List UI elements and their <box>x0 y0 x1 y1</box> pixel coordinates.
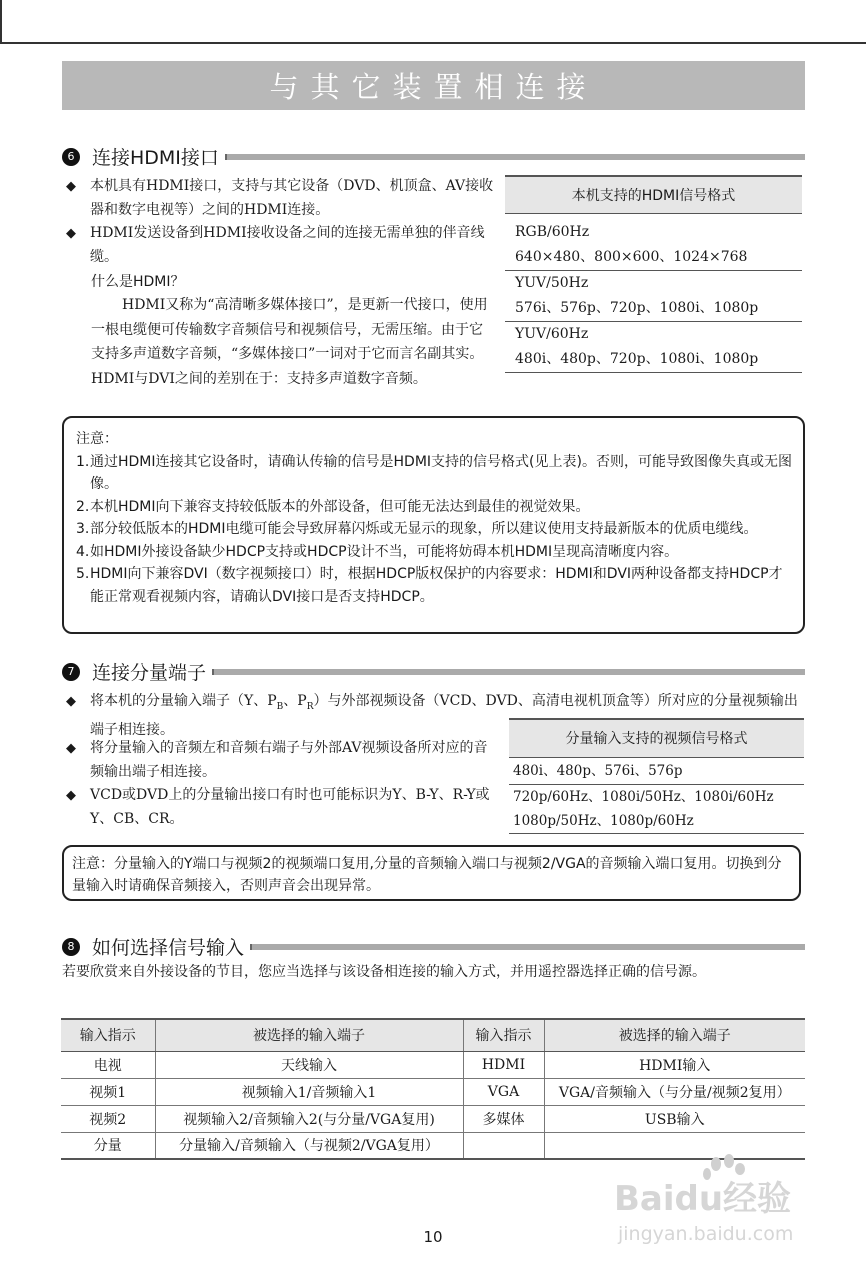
hdmi-format-table <box>505 175 802 373</box>
watermark-brand: Baidu经验 <box>614 1179 792 1219</box>
table-cell: 天线输入 <box>155 1051 463 1078</box>
diamond-bullet-icon: ◆ <box>66 179 76 194</box>
page-title: 与其它装置相连接 <box>269 70 598 104</box>
table-cell: 视频1 <box>61 1078 155 1105</box>
table-header: 分量输入支持的视频信号格式 <box>509 719 804 757</box>
hdmi-notice-box <box>62 416 805 634</box>
section-rule <box>212 669 805 675</box>
notice-item: 1. 通过HDMI连接其它设备时，请确认传输的信号是HDMI支持的信号格式(见上表)。否则，可能导致图像失真或无图像。 <box>76 453 792 492</box>
table-row <box>61 1051 805 1078</box>
bullet-item: ◆ 将分量输入的音频左和音频右端子与外部AV视频设备所对应的音频输出端子相连接。 <box>62 737 492 784</box>
section-title: 连接分量端子 <box>92 662 207 684</box>
top-border-rule <box>0 0 866 44</box>
diamond-bullet-icon: ◆ <box>66 694 76 709</box>
component-notice-box <box>62 845 801 901</box>
what-is-hdmi-heading: 什么是HDMI？ <box>91 274 185 290</box>
section-number-badge: 6 <box>62 148 80 166</box>
table-row: RGB/60Hz 640×480、800×600、1024×768 <box>505 213 802 270</box>
table-cell: VGA <box>463 1078 544 1105</box>
section-title: 如何选择信号输入 <box>92 937 245 959</box>
notice-item: 2. 本机HDMI向下兼容支持较低版本的外部设备，但可能无法达到最佳的视觉效果。 <box>76 498 590 515</box>
component-bullets <box>62 737 492 831</box>
bullet-item: ◆ HDMI发送设备到HDMI接收设备之间的连接无需单独的伴音线缆。 <box>62 222 494 269</box>
table-header-cell: 被选择的输入端子 <box>544 1019 805 1051</box>
table-row <box>61 1078 805 1105</box>
table-cell: USB输入 <box>544 1105 805 1132</box>
section-select-header <box>62 933 805 960</box>
section-number-badge: 8 <box>62 938 80 956</box>
notice-text: 注意：分量输入的Y端口与视频2的视频端口复用,分量的音频输入端口与视频2/VGA的音频输入端口复用。切换到分量输入时请确保音频接入，否则声音会出现异常。 <box>72 856 782 894</box>
section-rule <box>225 154 805 160</box>
table-row <box>61 1105 805 1132</box>
notice-item: 4. 如HDMI外接设备缺少HDCP支持或HDCP设计不当，可能将妨碍本机HDMI呈现高清晰度内容。 <box>76 543 679 560</box>
input-select-table <box>61 1018 805 1160</box>
table-cell: 分量 <box>61 1132 155 1159</box>
notice-item: 5. HDMI向下兼容DVI（数字视频接口）时，根据HDCP版权保护的内容要求：HDMI和DVI两种设备都支持HDCP才能正常观看视频内容，请确认DVI接口是否支持HDCP。 <box>76 566 783 605</box>
table-cell: 分量输入/音频输入（与视频2/VGA复用） <box>155 1132 463 1159</box>
component-format-table <box>509 718 804 834</box>
table-cell: 多媒体 <box>463 1105 544 1132</box>
table-header-cell: 被选择的输入端子 <box>155 1019 463 1051</box>
section-component-header <box>62 658 805 685</box>
notice-item: 3. 部分较低版本的HDMI电缆可能会导致屏幕闪烁或无显示的现象，所以建议使用支持最新版本的优质电缆线。 <box>76 521 758 537</box>
diamond-bullet-icon: ◆ <box>66 226 76 241</box>
page-number: 10 <box>423 1228 443 1246</box>
table-cell: 视频输入1/音频输入1 <box>155 1078 463 1105</box>
table-row: 720p/60Hz、1080i/50Hz、1080i/60Hz <box>513 788 774 805</box>
bullet-item: ◆ 本机具有HDMI接口，支持与其它设备（DVD、机顶盒、AV接收器和数字电视等）之间的HDMI连接。 <box>62 175 494 222</box>
table-row: YUV/50Hz 576i、576p、720p、1080i、1080p <box>505 270 802 321</box>
diamond-bullet-icon: ◆ <box>66 788 76 803</box>
section-hdmi-header <box>62 143 805 170</box>
table-row: 1080p/50Hz、1080p/60Hz <box>509 809 804 834</box>
watermark-url: jingyan.baidu.com <box>618 1223 794 1245</box>
page-title-banner <box>62 61 805 110</box>
what-is-hdmi-text: HDMI又称为“高清晰多媒体接口”，是更新一代接口，使用一根电缆便可传输数字音频信号和视频信号，无需压缩。由于它支持多声道数字音频，“多媒体接口”一词对于它而言名副其实。HDMI与DVI之间的差别在于：支持多声道数字音频。 <box>91 297 488 387</box>
table-cell: VGA/音频输入（与分量/视频2复用） <box>544 1078 805 1105</box>
table-cell: 视频2 <box>61 1105 155 1132</box>
section-rule <box>250 944 805 950</box>
section-number-badge: 7 <box>62 663 80 681</box>
section-title: 连接HDMI接口 <box>92 147 219 169</box>
select-intro-text: 若要欣赏来自外接设备的节目，您应当选择与该设备相连接的输入方式，并用遥控器选择正确的信号源。 <box>62 964 706 980</box>
table-header: 本机支持的HDMI信号格式 <box>505 176 802 213</box>
table-cell: HDMI输入 <box>544 1051 805 1078</box>
table-row: 480i、480p、576i、576p <box>509 757 804 784</box>
bullet-item: ◆ 将本机的分量输入端子（Y、$P_B$、$P_R$）与外部视频设备（VCD、DVD、高清电视机顶盒等）所对应的分量视频输出端子相连接。 <box>62 690 802 743</box>
hdmi-bullets <box>62 175 494 269</box>
notice-title: 注意： <box>76 431 118 447</box>
table-row: YUV/60Hz 480i、480p、720p、1080i、1080p <box>505 321 802 372</box>
diamond-bullet-icon: ◆ <box>66 741 76 756</box>
bullet-item: ◆ VCD或DVD上的分量输出接口有时也可能标识为Y、B-Y、R-Y或Y、CB、CR。 <box>62 784 492 831</box>
table-header-cell: 输入指示 <box>61 1019 155 1051</box>
paw-icon <box>703 1154 745 1180</box>
table-cell: 视频输入2/音频输入2(与分量/VGA复用) <box>155 1105 463 1132</box>
table-cell: HDMI <box>463 1051 544 1078</box>
table-header-row <box>61 1019 805 1051</box>
table-cell <box>463 1132 544 1159</box>
table-cell: 电视 <box>61 1051 155 1078</box>
table-header-cell: 输入指示 <box>463 1019 544 1051</box>
